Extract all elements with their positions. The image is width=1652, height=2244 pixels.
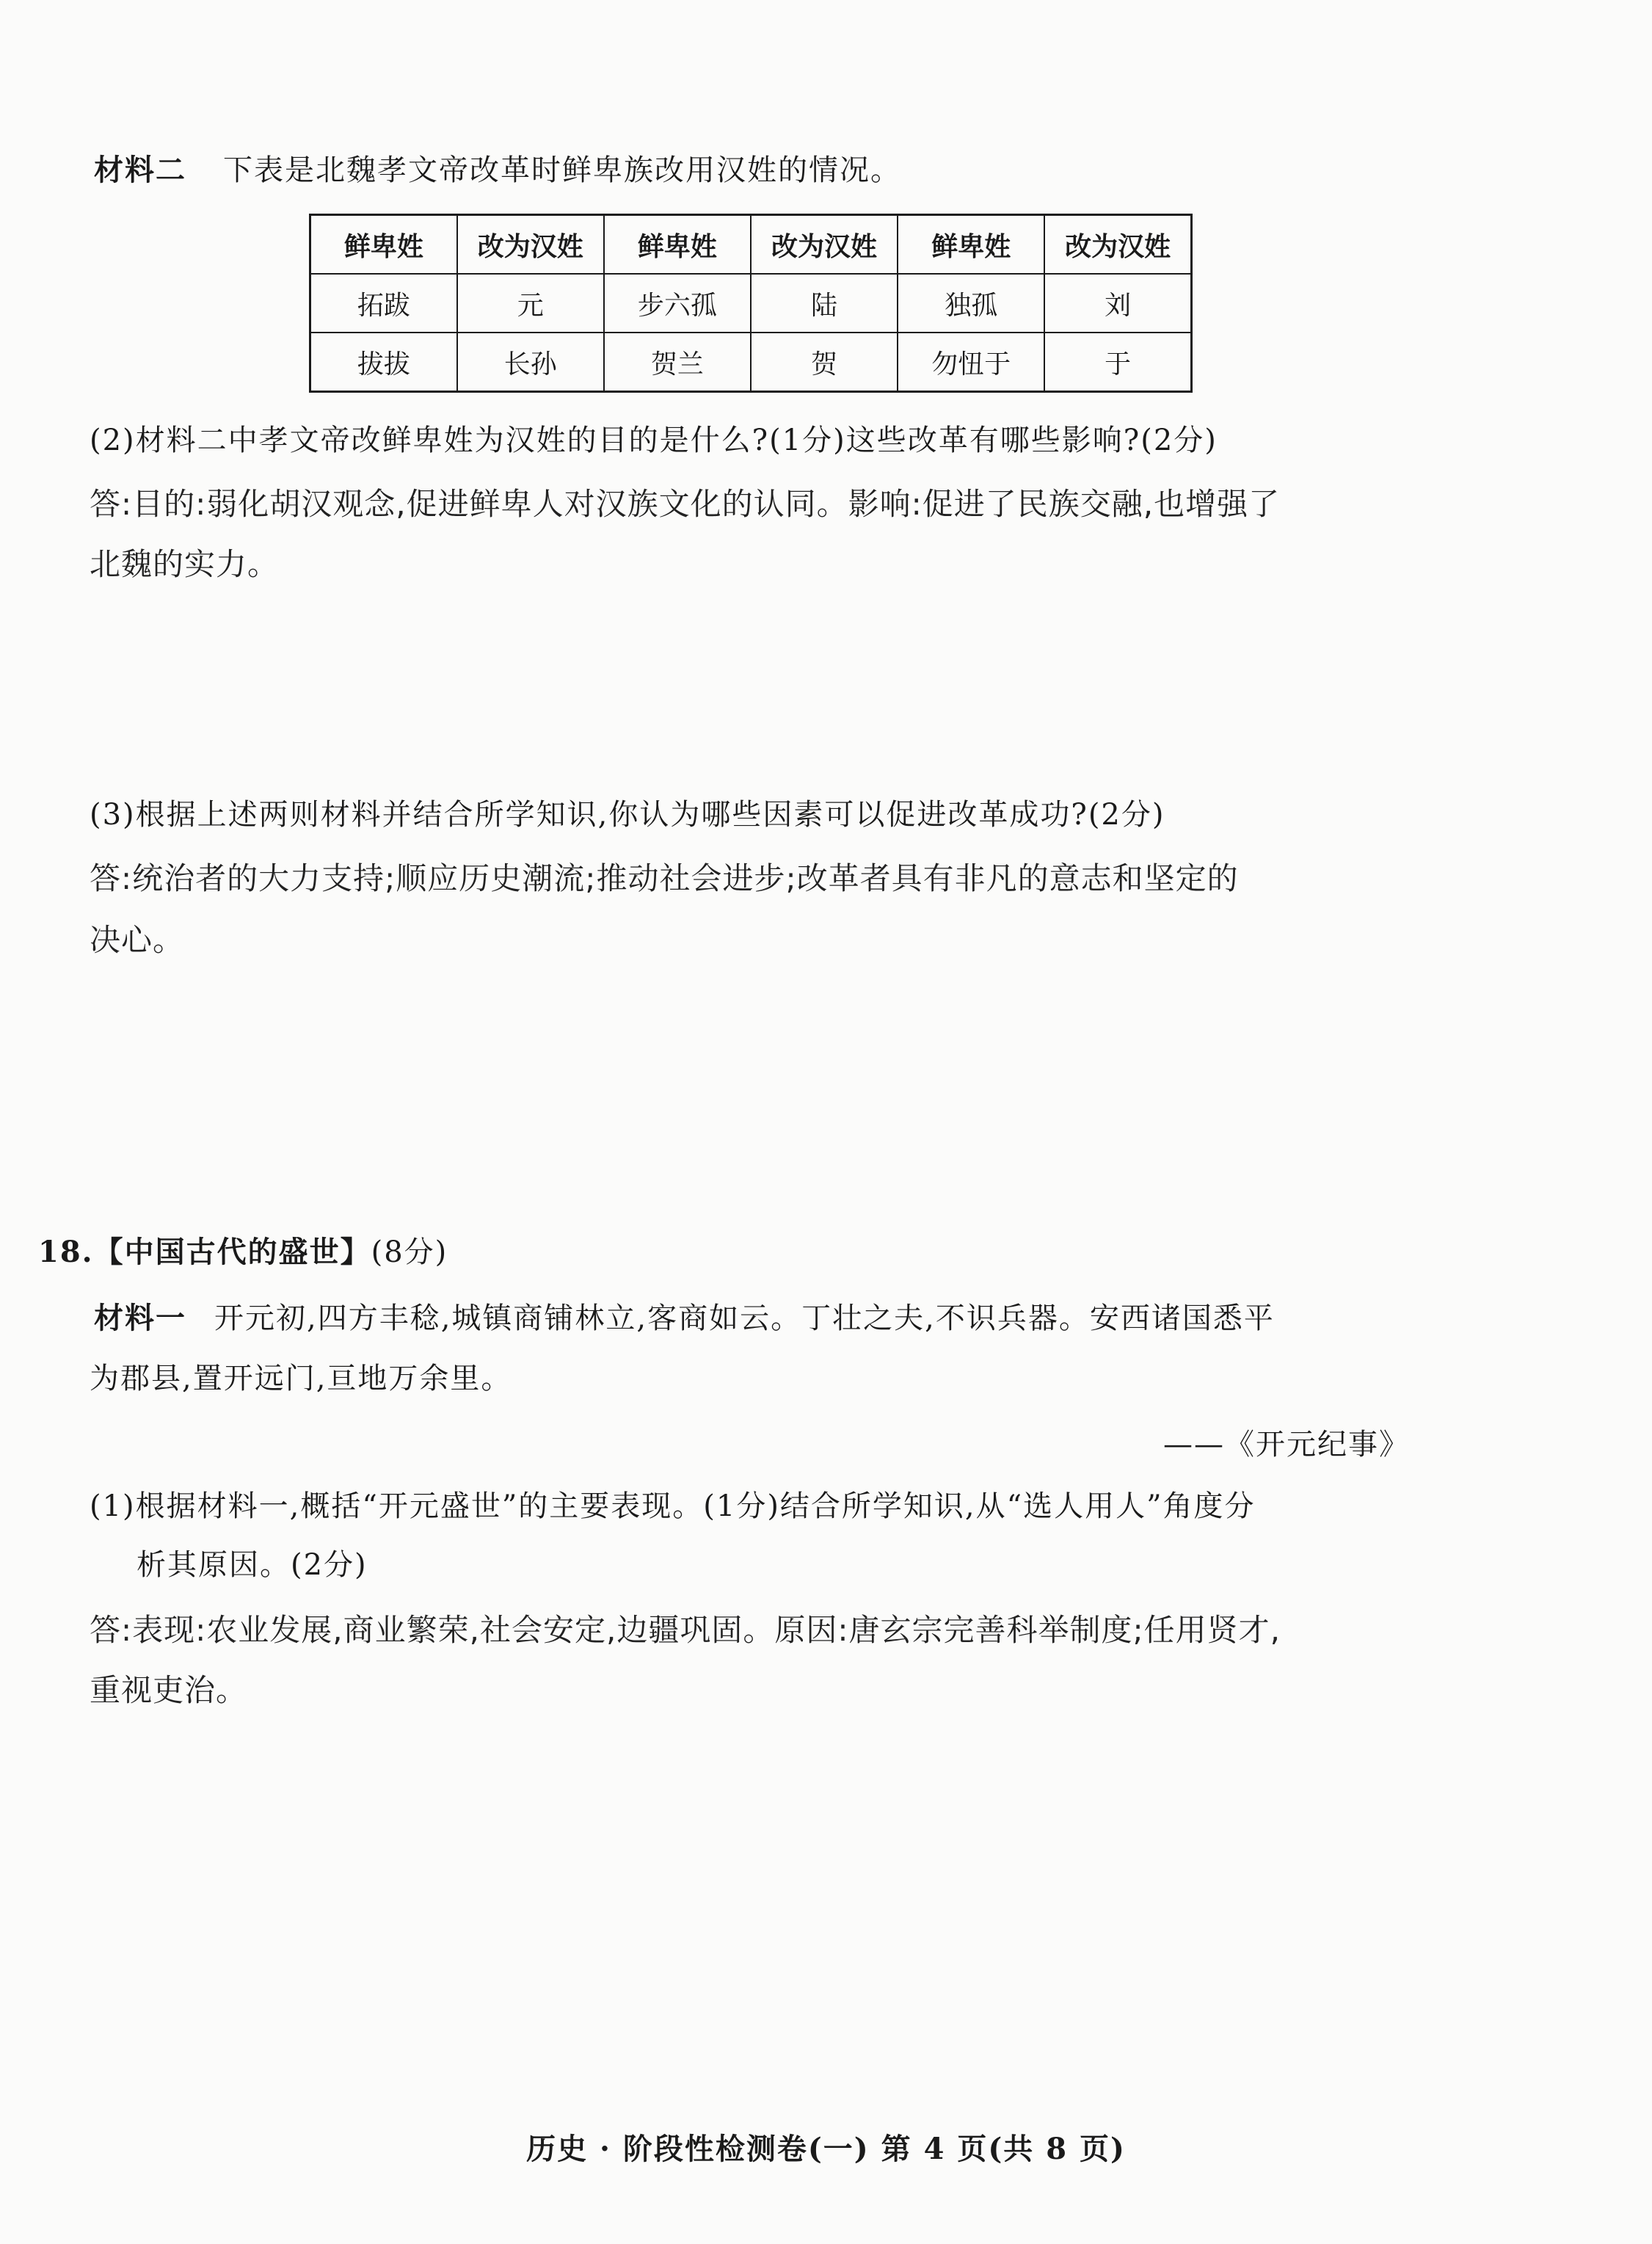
table-row — [310, 274, 1192, 333]
question-18-number: 18. — [38, 1235, 94, 1269]
table-cell: 于 — [1044, 333, 1191, 392]
question-18-title: 【中国古代的盛世】 — [93, 1235, 371, 1269]
material-1-text-1: 开元初,四方丰稔,城镇商铺林立,客商如云。丁壮之夫,不识兵器。安西诸国悉平 — [214, 1301, 1275, 1335]
table-cell: 独孤 — [898, 274, 1044, 333]
answer-3-line-1: 答:统治者的大力支持;顺应历史潮流;推动社会进步;改革者具有非凡的意志和坚定的 — [90, 860, 1239, 896]
table-header: 鲜卑姓 — [898, 215, 1044, 275]
material-1-source: ——《开元纪事》 — [1163, 1428, 1410, 1461]
question-18-1-line-2: 析其原因。(2分) — [137, 1548, 368, 1582]
question-18-1-line-1: (1)根据材料一,概括“开元盛世”的主要表现。(1分)结合所学知识,从“选人用人”角度分 — [90, 1489, 1256, 1523]
table-header: 改为汉姓 — [457, 215, 604, 275]
table-cell: 刘 — [1044, 274, 1191, 333]
table-cell: 勿忸于 — [898, 333, 1044, 392]
table-header: 鲜卑姓 — [604, 215, 751, 275]
table-cell: 长孙 — [457, 333, 604, 392]
answer-2-line-1: 答:目的:弱化胡汉观念,促进鲜卑人对汉族文化的认同。影响:促进了民族交融,也增强了 — [90, 486, 1281, 522]
table-cell: 拔拔 — [310, 333, 457, 392]
table-header-row — [310, 215, 1192, 275]
question-2: (2)材料二中孝文帝改鲜卑姓为汉姓的目的是什么?(1分)这些改革有哪些影响?(2分) — [90, 424, 1218, 457]
material-2-label: 材料二 — [94, 153, 186, 187]
answer-3-line-2: 决心。 — [90, 922, 185, 958]
question-18-score: (8分) — [371, 1235, 448, 1269]
material-1-line-1 — [94, 1299, 1275, 1337]
question-3: (3)根据上述两则材料并结合所学知识,你认为哪些因素可以促进改革成功?(2分) — [90, 798, 1165, 832]
material-1-label: 材料一 — [94, 1301, 186, 1335]
material-1-line-2: 为郡县,置开远门,亘地万余里。 — [90, 1362, 512, 1395]
table-cell: 陆 — [751, 274, 898, 333]
table-cell: 贺 — [751, 333, 898, 392]
table-header: 改为汉姓 — [751, 215, 898, 275]
material-2-intro — [94, 151, 901, 189]
table-cell: 贺兰 — [604, 333, 751, 392]
table-cell: 步六孤 — [604, 274, 751, 333]
answer-18-1-line-2: 重视吏治。 — [90, 1672, 248, 1708]
table-header: 改为汉姓 — [1044, 215, 1191, 275]
question-18-heading — [38, 1233, 448, 1271]
table-header: 鲜卑姓 — [310, 215, 457, 275]
material-2-text: 下表是北魏孝文帝改革时鲜卑族改用汉姓的情况。 — [223, 153, 901, 187]
surname-table — [309, 214, 1193, 393]
page-footer: 历史 · 阶段性检测卷(一) 第 4 页(共 8 页) — [526, 2132, 1126, 2166]
answer-18-1-line-1: 答:表现:农业发展,商业繁荣,社会安定,边疆巩固。原因:唐玄宗完善科举制度;任用贤才, — [90, 1612, 1281, 1648]
table-row — [310, 333, 1192, 392]
answer-2-line-2: 北魏的实力。 — [90, 546, 280, 582]
table-cell: 拓跋 — [310, 274, 457, 333]
table-cell: 元 — [457, 274, 604, 333]
